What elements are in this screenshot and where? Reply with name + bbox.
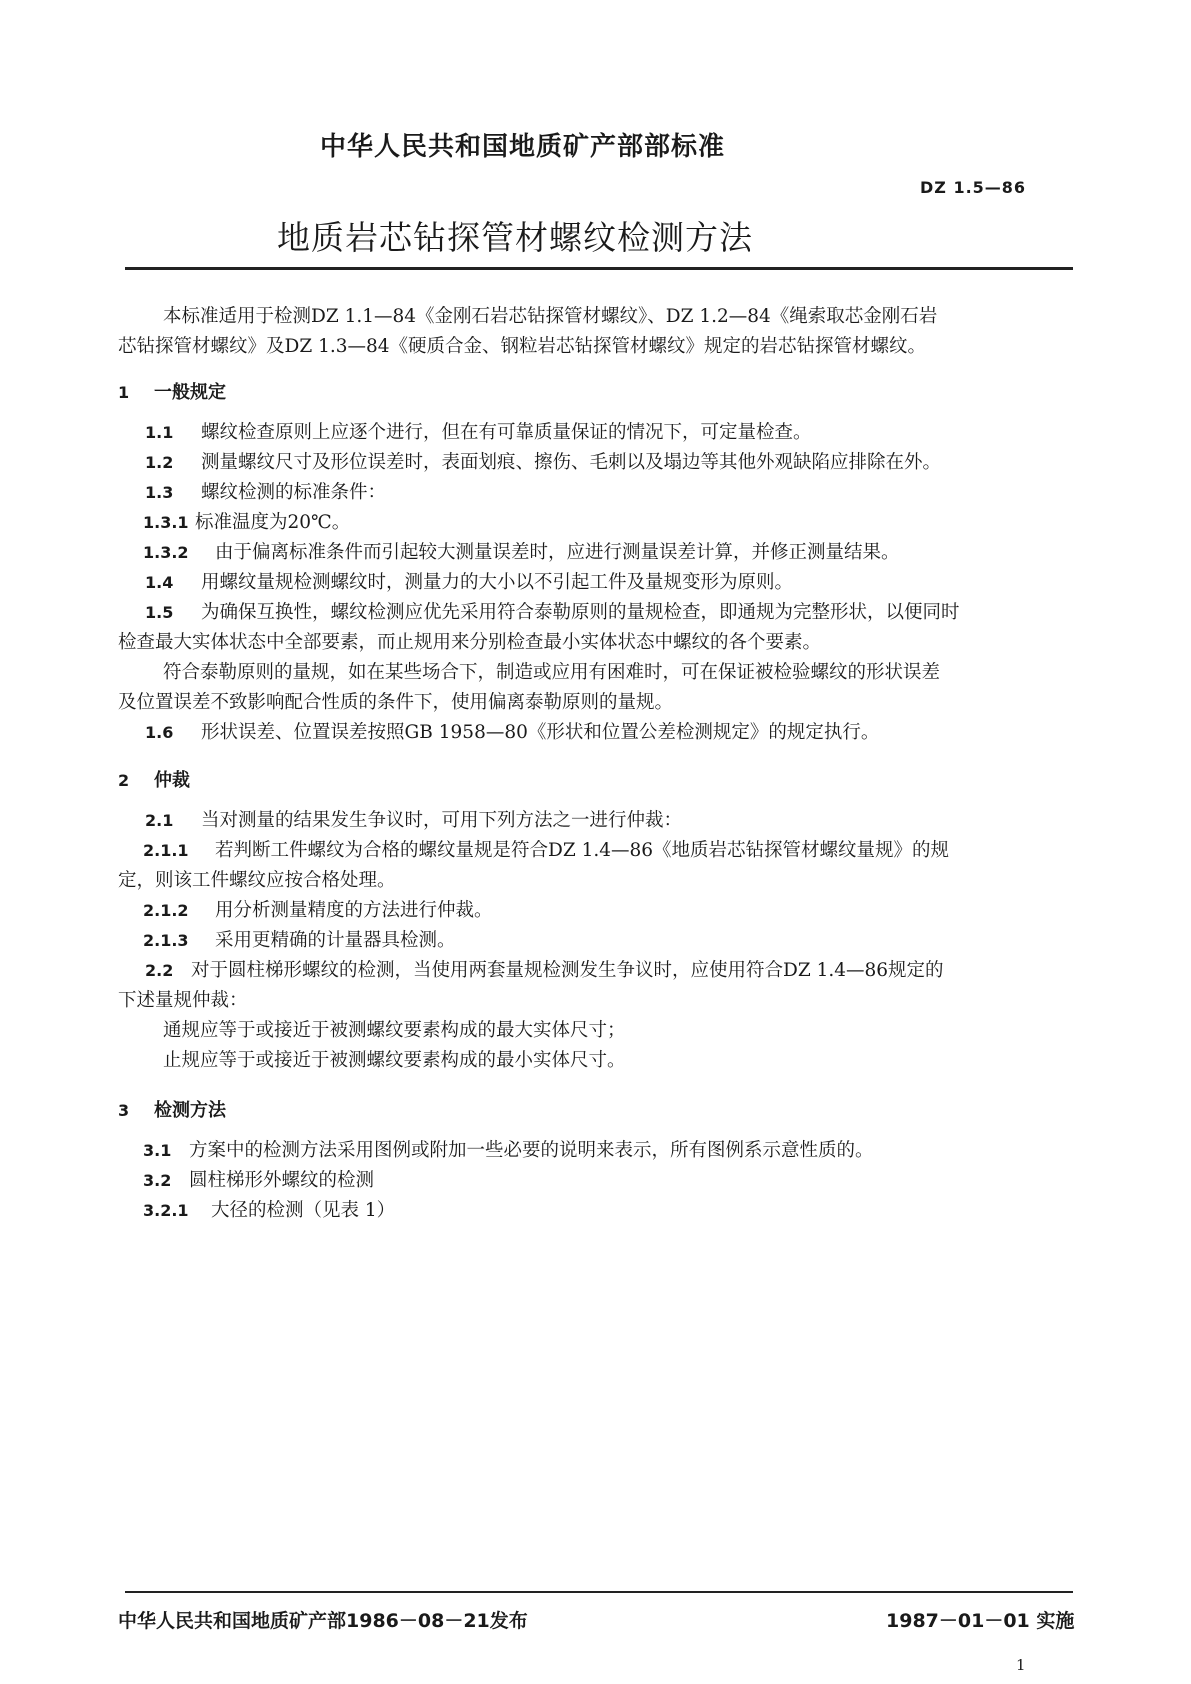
intro-line-2: 芯钻探管材螺纹》及DZ 1.3—84《硬质合金、钢粒岩芯钻探管材螺纹》规定的岩芯钻探管材螺纹。: [118, 336, 927, 357]
issue-date: 中华人民共和国地质矿产部1986－08－21发布: [118, 1610, 528, 1632]
clause-number: 3.2.1: [143, 1201, 189, 1220]
clause-number: 2.1.2: [143, 901, 189, 920]
clause-text: 螺纹检测的标准条件：: [201, 482, 387, 503]
clause-2-1-1-continuation: 定，则该工件螺纹应按合格处理。: [118, 870, 396, 891]
clause-2-2: [145, 956, 944, 986]
clause-text: 标准温度为20℃。: [195, 512, 351, 533]
clause-3-1: [143, 1136, 874, 1166]
section-number: 2: [118, 771, 130, 790]
standard-code: DZ 1.5—86: [920, 178, 1027, 197]
clause-1-5-continuation: 检查最大实体状态中全部要素，而止规用来分别检查最小实体状态中螺纹的各个要素。: [118, 632, 822, 653]
clause-number: 1.6: [145, 723, 174, 742]
clause-2-1-3: [143, 926, 456, 956]
clause-number: 1.1: [145, 423, 174, 442]
clause-number: 1.5: [145, 603, 174, 622]
intro-line-1: 本标准适用于检测DZ 1.1—84《金刚石岩芯钻探管材螺纹》、DZ 1.2—84《绳索取芯金刚石岩: [163, 306, 938, 327]
clause-number: 2.1: [145, 811, 174, 830]
clause-1-6: [145, 718, 879, 748]
go-gauge-rule: 通规应等于或接近于被测螺纹要素构成的最大实体尺寸；: [163, 1020, 626, 1041]
paragraph-taylor-a: 符合泰勒原则的量规，如在某些场合下，制造或应用有困难时，可在保证被检验螺纹的形状误差: [163, 662, 941, 683]
clause-text: 由于偏离标准条件而引起较大测量误差时，应进行测量误差计算，并修正测量结果。: [215, 542, 900, 563]
section-1-heading: [118, 378, 226, 404]
clause-text: 若判断工件螺纹为合格的螺纹量规是符合DZ 1.4—86《地质岩芯钻探管材螺纹量规》的规: [215, 840, 950, 861]
clause-2-1-2: [143, 896, 493, 926]
paragraph-taylor-b: 及位置误差不致影响配合性质的条件下，使用偏离泰勒原则的量规。: [118, 692, 674, 713]
section-number: 3: [118, 1101, 130, 1120]
clause-3-2-1: [143, 1196, 395, 1226]
section-title: 一般规定: [154, 382, 226, 403]
clause-text: 用分析测量精度的方法进行仲裁。: [215, 900, 493, 921]
section-3-heading: [118, 1096, 226, 1122]
clause-1-3: [145, 478, 386, 508]
clause-2-1: [145, 806, 682, 836]
document-title: 地质岩芯钻探管材螺纹检测方法: [277, 218, 753, 257]
clause-1-1: [145, 418, 812, 448]
clause-2-2-continuation: 下述量规仲裁：: [118, 990, 248, 1011]
clause-text: 螺纹检查原则上应逐个进行，但在有可靠质量保证的情况下，可定量检查。: [201, 422, 812, 443]
section-number: 1: [118, 383, 130, 402]
clause-text: 大径的检测（见表 1）: [211, 1200, 396, 1221]
section-title: 仲裁: [154, 770, 190, 791]
footer-divider: [125, 1591, 1073, 1593]
clause-number: 1.3.2: [143, 543, 189, 562]
clause-number: 2.2: [145, 961, 174, 980]
clause-number: 2.1.3: [143, 931, 189, 950]
header-divider: [125, 267, 1073, 270]
clause-number: 3.1: [143, 1141, 172, 1160]
issuing-organization: 中华人民共和国地质矿产部部标准: [320, 132, 726, 162]
section-2-heading: [118, 766, 190, 792]
clause-text: 测量螺纹尺寸及形位误差时，表面划痕、擦伤、毛刺以及塌边等其他外观缺陷应排除在外。: [201, 452, 942, 473]
clause-number: 1.3: [145, 483, 174, 502]
clause-1-4: [145, 568, 793, 598]
clause-number: 3.2: [143, 1171, 172, 1190]
clause-1-3-2: [143, 538, 900, 568]
clause-text: 用螺纹量规检测螺纹时，测量力的大小以不引起工件及量规变形为原则。: [201, 572, 794, 593]
clause-text: 采用更精确的计量器具检测。: [215, 930, 456, 951]
clause-text: 当对测量的结果发生争议时，可用下列方法之一进行仲裁：: [201, 810, 683, 831]
page-number: 1: [1016, 1656, 1026, 1674]
clause-1-3-1: [143, 508, 350, 538]
clause-2-1-1: [143, 836, 949, 866]
clause-text: 对于圆柱梯形螺纹的检测，当使用两套量规检测发生争议时，应使用符合DZ 1.4—86规定的: [191, 960, 944, 981]
clause-number: 2.1.1: [143, 841, 189, 860]
clause-3-2: [143, 1166, 374, 1196]
no-go-gauge-rule: 止规应等于或接近于被测螺纹要素构成的最小实体尺寸。: [163, 1050, 626, 1071]
clause-text: 形状误差、位置误差按照GB 1958—80《形状和位置公差检测规定》的规定执行。: [201, 722, 880, 743]
section-title: 检测方法: [154, 1100, 226, 1121]
clause-number: 1.3.1: [143, 513, 189, 532]
effective-date: 1987－01－01 实施: [886, 1610, 1075, 1632]
clause-text: 圆柱梯形外螺纹的检测: [189, 1170, 375, 1191]
clause-text: 方案中的检测方法采用图例或附加一些必要的说明来表示，所有图例系示意性质的。: [189, 1140, 874, 1161]
clause-1-5: [145, 598, 960, 628]
clause-text: 为确保互换性，螺纹检测应优先采用符合泰勒原则的量规检查，即通规为完整形状，以便同时: [201, 602, 960, 623]
clause-number: 1.2: [145, 453, 174, 472]
clause-1-2: [145, 448, 941, 478]
clause-number: 1.4: [145, 573, 174, 592]
